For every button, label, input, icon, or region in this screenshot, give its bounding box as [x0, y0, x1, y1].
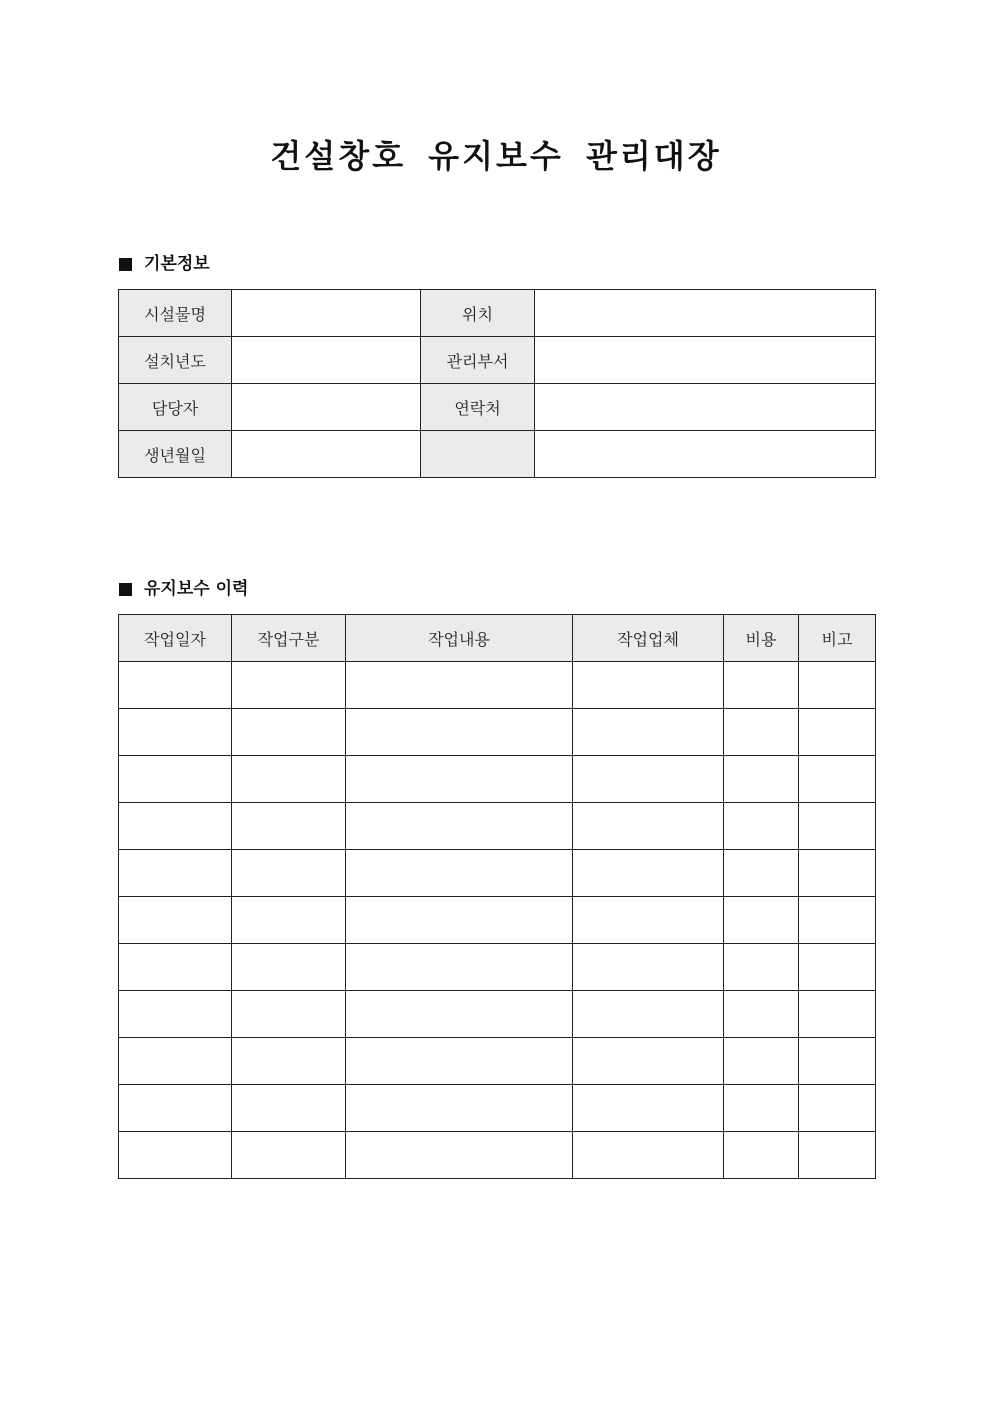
table-row: [119, 709, 876, 756]
square-bullet-icon: [119, 258, 132, 271]
table-cell[interactable]: [799, 991, 876, 1038]
table-cell[interactable]: [232, 944, 346, 991]
table-cell[interactable]: [232, 1038, 346, 1085]
history-table-body: [119, 662, 876, 1179]
table-cell[interactable]: [119, 1132, 232, 1179]
value-cell[interactable]: [535, 431, 876, 478]
table-cell[interactable]: [346, 944, 573, 991]
table-cell[interactable]: [119, 709, 232, 756]
table-header-row: [119, 615, 876, 662]
maintenance-history-table: [118, 614, 876, 1179]
table-cell[interactable]: [799, 662, 876, 709]
table-row: [119, 337, 876, 384]
table-cell[interactable]: [799, 1132, 876, 1179]
table-cell[interactable]: [799, 709, 876, 756]
table-cell[interactable]: [346, 850, 573, 897]
label-cell: 연락처: [421, 384, 535, 431]
column-header-work-details: 작업내용: [346, 615, 573, 662]
table-row: [119, 384, 876, 431]
table-row: [119, 290, 876, 337]
label-cell: 시설물명: [119, 290, 232, 337]
table-cell[interactable]: [724, 897, 799, 944]
table-cell[interactable]: [119, 850, 232, 897]
table-cell[interactable]: [232, 662, 346, 709]
column-header-contractor: 작업업체: [573, 615, 724, 662]
page-title: 건설창호 유지보수 관리대장: [270, 137, 722, 175]
label-cell: 위치: [421, 290, 535, 337]
table-cell[interactable]: [573, 1132, 724, 1179]
square-bullet-icon: [119, 583, 132, 596]
table-row: [119, 1038, 876, 1085]
table-cell[interactable]: [346, 1132, 573, 1179]
table-cell[interactable]: [799, 1038, 876, 1085]
table-cell[interactable]: [119, 662, 232, 709]
table-row: [119, 1085, 876, 1132]
table-cell[interactable]: [724, 850, 799, 897]
table-cell[interactable]: [232, 1085, 346, 1132]
table-row: [119, 897, 876, 944]
table-cell[interactable]: [119, 897, 232, 944]
table-cell[interactable]: [119, 944, 232, 991]
table-cell[interactable]: [346, 803, 573, 850]
table-cell[interactable]: [119, 803, 232, 850]
table-row: [119, 850, 876, 897]
table-cell[interactable]: [232, 1132, 346, 1179]
label-cell: 담당자: [119, 384, 232, 431]
table-cell[interactable]: [799, 1085, 876, 1132]
section-heading-label: 기본정보: [144, 254, 210, 274]
table-row: [119, 803, 876, 850]
label-cell: 관리부서: [421, 337, 535, 384]
table-cell[interactable]: [724, 1085, 799, 1132]
label-cell: 생년월일: [119, 431, 232, 478]
table-cell[interactable]: [724, 1038, 799, 1085]
table-cell[interactable]: [724, 709, 799, 756]
table-cell[interactable]: [573, 756, 724, 803]
column-header-work-type: 작업구분: [232, 615, 346, 662]
column-header-remarks: 비고: [799, 615, 876, 662]
table-cell[interactable]: [346, 662, 573, 709]
table-row: [119, 756, 876, 803]
table-cell[interactable]: [799, 756, 876, 803]
table-row: [119, 1132, 876, 1179]
table-cell[interactable]: [573, 897, 724, 944]
table-cell[interactable]: [346, 1038, 573, 1085]
column-header-work-date: 작업일자: [119, 615, 232, 662]
table-cell[interactable]: [724, 1132, 799, 1179]
table-cell[interactable]: [119, 756, 232, 803]
table-cell[interactable]: [573, 1038, 724, 1085]
value-cell[interactable]: [232, 384, 421, 431]
table-cell[interactable]: [232, 803, 346, 850]
table-cell[interactable]: [346, 991, 573, 1038]
table-cell[interactable]: [799, 944, 876, 991]
table-cell[interactable]: [724, 991, 799, 1038]
table-cell[interactable]: [232, 991, 346, 1038]
table-cell[interactable]: [119, 1085, 232, 1132]
table-cell[interactable]: [232, 756, 346, 803]
value-cell[interactable]: [535, 290, 876, 337]
table-cell[interactable]: [232, 709, 346, 756]
value-cell[interactable]: [232, 290, 421, 337]
label-cell: 설치년도: [119, 337, 232, 384]
table-cell[interactable]: [573, 662, 724, 709]
table-cell[interactable]: [346, 709, 573, 756]
table-row: [119, 991, 876, 1038]
column-header-cost: 비용: [724, 615, 799, 662]
table-cell[interactable]: [232, 850, 346, 897]
table-cell[interactable]: [573, 709, 724, 756]
table-row: [119, 431, 876, 478]
table-cell[interactable]: [573, 850, 724, 897]
table-cell[interactable]: [346, 897, 573, 944]
value-cell[interactable]: [535, 384, 876, 431]
label-cell: [421, 431, 535, 478]
table-cell[interactable]: [724, 756, 799, 803]
table-cell[interactable]: [573, 944, 724, 991]
table-cell[interactable]: [346, 1085, 573, 1132]
basic-info-table: [118, 289, 876, 478]
section-heading-maintenance-history: [119, 577, 248, 601]
table-cell[interactable]: [799, 850, 876, 897]
table-cell[interactable]: [232, 897, 346, 944]
table-cell[interactable]: [573, 1085, 724, 1132]
table-row: [119, 944, 876, 991]
value-cell[interactable]: [232, 431, 421, 478]
table-cell[interactable]: [724, 803, 799, 850]
section-heading-label: 유지보수 이력: [144, 579, 249, 599]
value-cell[interactable]: [232, 337, 421, 384]
table-cell[interactable]: [724, 944, 799, 991]
section-heading-basic-info: [119, 252, 210, 276]
table-cell[interactable]: [799, 897, 876, 944]
table-cell[interactable]: [346, 756, 573, 803]
table-cell[interactable]: [119, 1038, 232, 1085]
table-cell[interactable]: [799, 803, 876, 850]
table-cell[interactable]: [724, 662, 799, 709]
table-cell[interactable]: [573, 991, 724, 1038]
table-row: [119, 662, 876, 709]
value-cell[interactable]: [535, 337, 876, 384]
table-cell[interactable]: [119, 991, 232, 1038]
table-cell[interactable]: [573, 803, 724, 850]
